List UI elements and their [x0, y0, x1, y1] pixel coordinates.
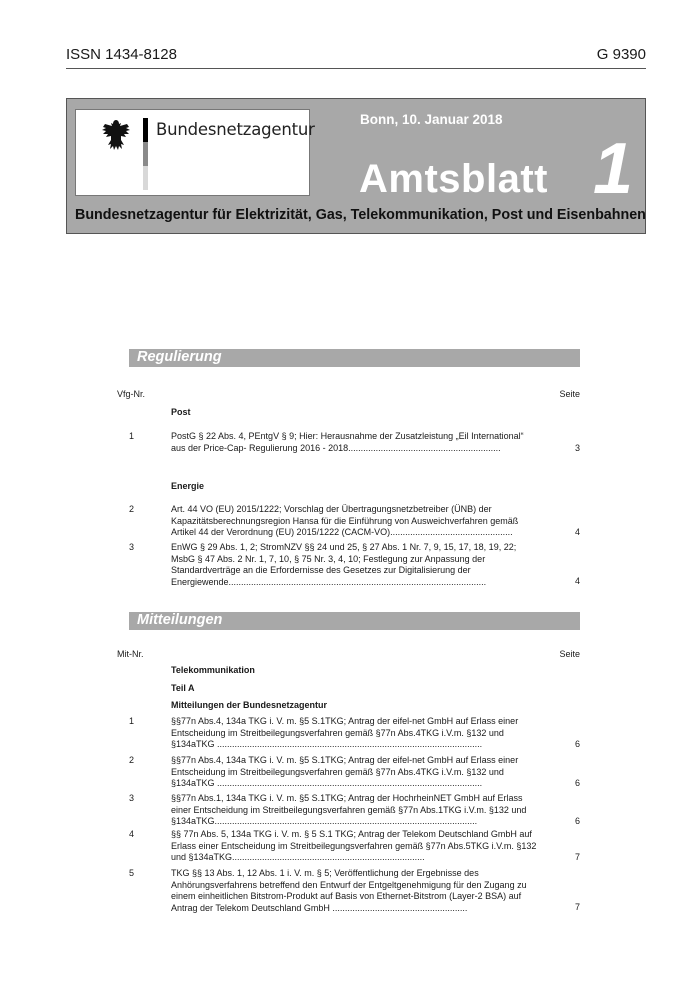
category-teil-a: Teil A [171, 683, 195, 693]
entry-text: Art. 44 VO (EU) 2015/1222; Vorschlag der Übertragungsnetzbetreiber (ÜNB) der Kapazitätsberechnungsregion Hansa für die Einführung von Ausweichverfahren gemäß Artikel 44 der Verordnung (EU) 2015/1222 (CACM-VO)................................................. [171, 504, 519, 537]
category-telekommunikation: Telekommunikation [171, 665, 255, 675]
category-post: Post [171, 407, 191, 417]
issue-number: 1 [592, 129, 633, 209]
entry-text: PostG § 22 Abs. 4, PEntgV § 9; Hier: Herausnahme der Zusatzleistung „Eil International“ aus der Price-Cap- Regulierung 2016 - 2018............................................................. [171, 431, 524, 453]
entry-number: 4 [129, 829, 135, 839]
agency-logo [75, 109, 315, 196]
entry-page: 6 [574, 777, 580, 788]
entry-number: 2 [129, 504, 135, 514]
entry-number: 1 [129, 716, 135, 726]
issue-date: Bonn, 10. Januar 2018 [360, 112, 503, 127]
toc-entry[interactable] [129, 829, 580, 863]
toc-entry[interactable] [129, 868, 580, 913]
entry-page: 4 [574, 575, 580, 586]
entry-text: EnWG § 29 Abs. 1, 2; StromNZV §§ 24 und 25, § 27 Abs. 1 Nr. 7, 9, 15, 17, 18, 19, 22; MsbG § 47 Abs. 2 Nr. 1, 7, 10, § 75 Nr. 3, 4, 10; Festlegung zur Anpassung der Standardverträge an die Erfordernisse des Gesetzes zur Digitalisierung der Energiewende....................................................................................................... [171, 542, 517, 587]
toc-entry[interactable] [129, 793, 580, 827]
flag-stripe [143, 118, 148, 190]
entry-number: 2 [129, 755, 135, 765]
toc-entry[interactable] [129, 542, 580, 587]
section-title: Regulierung [137, 349, 222, 365]
toc-entry[interactable] [129, 504, 580, 538]
column-label-mit: Mit-Nr. [117, 649, 144, 659]
toc-entry[interactable] [129, 431, 580, 454]
entry-number: 5 [129, 868, 135, 878]
section-header-regulierung [129, 349, 580, 367]
entry-text: TKG §§ 13 Abs. 1, 12 Abs. 1 i. V. m. § 5; Veröffentlichung der Ergebnisse des Anhörungsverfahrens betreffend den Entwurf der Entgeltgenehmigung für den Zugang zu einem einheitlichen Bitstrom-Produkt auf Basis von Ethernet-Bitstrom (Layer-2 BSA) auf Antrag der Telekom Deutschland GmbH ...................................................... [171, 868, 527, 913]
entry-page: 4 [574, 526, 580, 537]
entry-text: §§77n Abs.1, 134a TKG i. V. m. §5 S.1TKG; Antrag der HochrheinNET GmbH auf Erlass einer Entscheidung im Streitbeilegungsverfahren gemäß §77n Abs.1TKG i.V.m. §132 und §134aTKG......................................................................................................... [171, 793, 527, 826]
header-rule [66, 44, 646, 69]
federal-eagle-icon [100, 118, 132, 152]
toc-entry[interactable] [129, 755, 580, 789]
masthead [66, 98, 646, 234]
entry-text: §§77n Abs.4, 134a TKG i. V. m. §5 S.1TKG; Antrag der eifel-net GmbH auf Erlass einer Entscheidung im Streitbeilegungsverfahren gemäß §77n Abs.4TKG i.V.m. §132 und §134aTKG .......................................................................................................... [171, 755, 519, 788]
category-energie: Energie [171, 481, 205, 491]
section-title: Mitteilungen [137, 612, 223, 628]
entry-page: 7 [574, 901, 580, 912]
entry-number: 3 [129, 793, 135, 803]
agency-name: Bundesnetzagentur [156, 120, 315, 139]
entry-number: 3 [129, 542, 135, 552]
entry-page: 7 [574, 851, 580, 862]
toc-entry[interactable] [129, 716, 580, 750]
issn-number: ISSN 1434-8128 [66, 46, 177, 63]
publication-code: G 9390 [596, 46, 646, 63]
publication-title: Amtsblatt [359, 157, 548, 201]
entry-text: §§77n Abs.4, 134a TKG i. V. m. §5 S.1TKG; Antrag der eifel-net GmbH auf Erlass einer Entscheidung im Streitbeilegungsverfahren gemäß §77n Abs.4TKG i.V.m. §132 und §134aTKG .......................................................................................................... [171, 716, 519, 749]
entry-text: §§ 77n Abs. 5, 134a TKG i. V. m. § 5 S.1 TKG; Antrag der Telekom Deutschland GmbH auf Erlass einer Entscheidung im Streitbeilegungsverfahren gemäß §77n Abs.5TKG i.V.m. §132 und §134aTKG............................................................................. [171, 829, 537, 862]
category-mitteilungen-bna: Mitteilungen der Bundesnetzagentur [171, 700, 328, 710]
publication-subtitle: Bundesnetzagentur für Elektrizität, Gas, Telekommunikation, Post und Eisenbahnen [75, 207, 646, 223]
entry-page: 6 [574, 738, 580, 749]
entry-page: 3 [574, 442, 580, 453]
entry-number: 1 [129, 431, 135, 441]
column-label-seite: Seite [559, 389, 580, 399]
section-header-mitteilungen [129, 612, 580, 630]
column-label-seite: Seite [559, 649, 580, 659]
entry-page: 6 [574, 815, 580, 826]
column-label-vfg: Vfg-Nr. [117, 389, 146, 399]
